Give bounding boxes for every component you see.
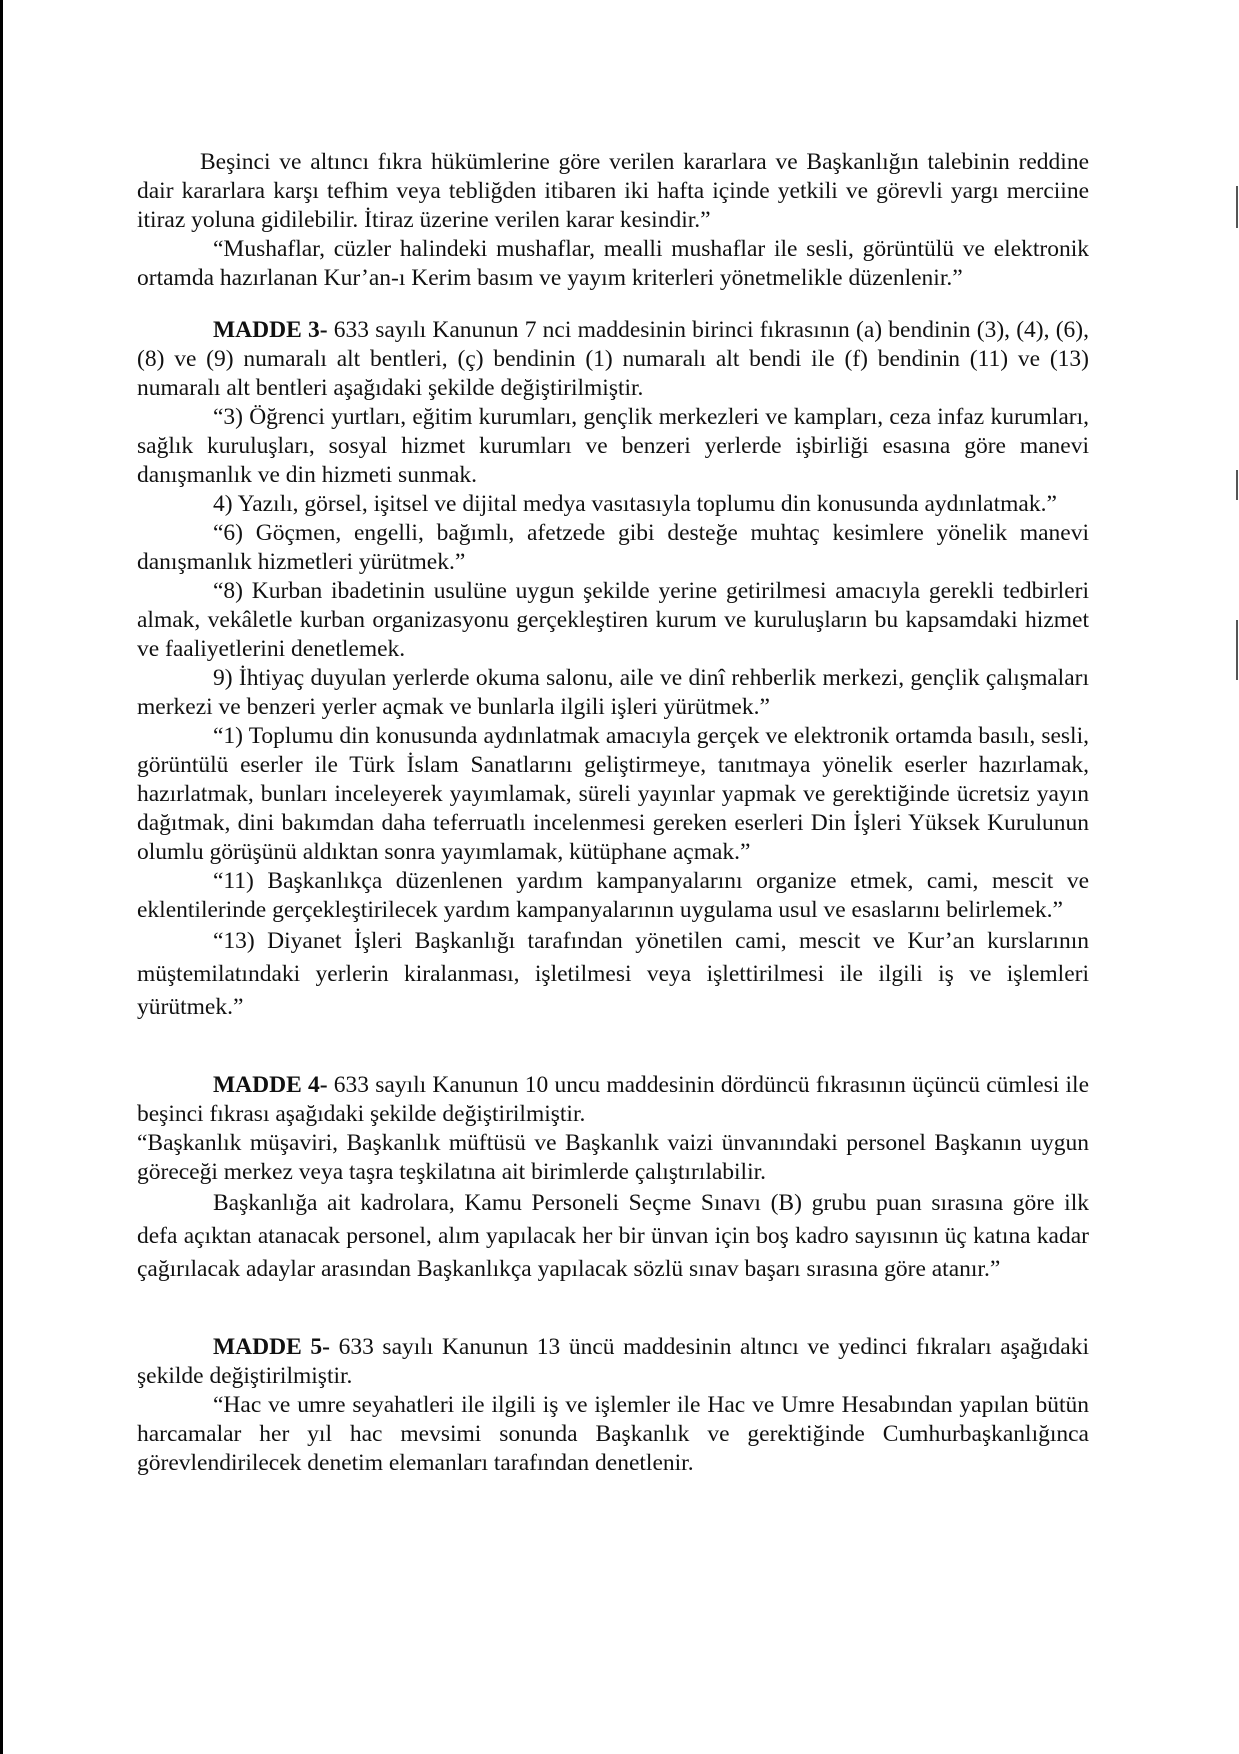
scan-border-line xyxy=(0,0,3,1754)
madde-5-paragraph: MADDE 5- 633 sayılı Kanunun 13 üncü maddesinin altıncı ve yedinci fıkraları aşağıdaki şekilde değiştirilmiştir. xyxy=(137,1334,1089,1389)
article-heading: MADDE 4- xyxy=(213,1072,328,1098)
paragraph: “Başkanlık müşaviri, Başkanlık müftüsü ve Başkanlık vaizi ünvanındaki personel Başkanın uygun göreceği merkez veya taşra teşkilatına ait birimlerde çalıştırılabilir. xyxy=(137,1130,1089,1185)
scan-mark xyxy=(1236,186,1238,228)
madde-3-paragraph: MADDE 3- 633 sayılı Kanunun 7 nci maddesinin birinci fıkrasının (a) bendinin (3), (4), (6), (8) ve (9) numaralı alt bentleri, (ç) bendinin (1) numaralı alt bendi ile (f) bendinin (11) ve (13) numaralı alt bentleri aşağıdaki şekilde değiştirilmiştir. xyxy=(137,317,1089,401)
madde-4-paragraph: MADDE 4- 633 sayılı Kanunun 10 uncu maddesinin dördüncü fıkrasının üçüncü cümlesi ile beşinci fıkrası aşağıdaki şekilde değiştirilmiştir. xyxy=(137,1072,1089,1127)
paragraph: “13) Diyanet İşleri Başkanlığı tarafından yönetilen cami, mescit ve Kur’an kurslarının müştemilatındaki yerlerin kiralanması, işletilmesi veya işlettirilmesi ile ilgili iş ve işlemleri yürütmek.” xyxy=(137,928,1089,1020)
document-body xyxy=(137,148,1089,1478)
scan-mark xyxy=(1236,470,1238,500)
paragraph: Beşinci ve altıncı fıkra hükümlerine göre verilen kararlara ve Başkanlığın talebinin reddine dair kararlara karşı tefhim veya tebliğden itibaren iki hafta içinde yetkili ve görevli yargı merciine itiraz yoluna gidilebilir. İtiraz üzerine verilen karar kesindir.” xyxy=(137,149,1089,233)
paragraph: Başkanlığa ait kadrolara, Kamu Personeli Seçme Sınavı (B) grubu puan sırasına göre ilk defa açıktan atanacak personel, alım yapılacak her bir ünvan için boş kadro sayısının üç katına kadar çağırılacak adaylar arasından Başkanlıkça yapılacak sözlü sınav başarı sırasına göre atanır.” xyxy=(137,1190,1089,1282)
paragraph: “8) Kurban ibadetinin usulüne uygun şekilde yerine getirilmesi amacıyla gerekli tedbirleri almak, vekâletle kurban organizasyonu gerçekleştiren kurum ve kuruluşların bu kapsamdaki hizmet ve faaliyetlerini denetlemek. xyxy=(137,578,1089,662)
paragraph: “1) Toplumu din konusunda aydınlatmak amacıyla gerçek ve elektronik ortamda basılı, sesli, görüntülü eserler ile Türk İslam Sanatlarını geliştirmeye, tanıtmaya yönelik eserler hazırlamak, hazırlatmak, bunları inceleyerek yayımlamak, süreli yayınlar yapmak ve gerektiğinde ücretsiz yayın dağıtmak, dini bakımdan daha teferruatlı incelenmesi gereken eserleri Din İşleri Yüksek Kurulunun olumlu görüşünü aldıktan sonra yayımlamak, kütüphane açmak.” xyxy=(137,723,1089,865)
article-heading: MADDE 3- xyxy=(213,317,328,343)
paragraph: “Mushaflar, cüzler halindeki mushaflar, mealli mushaflar ile sesli, görüntülü ve elektronik ortamda hazırlanan Kur’an-ı Kerim basım ve yayım kriterleri yönetmelikle düzenlenir.” xyxy=(137,236,1089,291)
paragraph: “3) Öğrenci yurtları, eğitim kurumları, gençlik merkezleri ve kampları, ceza infaz kurumları, sağlık kuruluşları, sosyal hizmet kurumları ve benzeri yerlerde işbirliği esasına göre manevi danışmanlık ve din hizmeti sunmak. xyxy=(137,404,1089,488)
scan-mark xyxy=(1236,620,1238,680)
paragraph: 4) Yazılı, görsel, işitsel ve dijital medya vasıtasıyla toplumu din konusunda aydınlatmak.” xyxy=(213,491,1057,517)
paragraph: 9) İhtiyaç duyulan yerlerde okuma salonu, aile ve dinî rehberlik merkezi, gençlik çalışmaları merkezi ve benzeri yerler açmak ve bunlarla ilgili işleri yürütmek.” xyxy=(137,665,1089,720)
paragraph: “6) Göçmen, engelli, bağımlı, afetzede gibi desteğe muhtaç kesimlere yönelik manevi danışmanlık hizmetleri yürütmek.” xyxy=(137,520,1089,575)
paragraph: “11) Başkanlıkça düzenlenen yardım kampanyalarını organize etmek, cami, mescit ve eklentilerinde gerçekleştirilecek yardım kampanyalarının uygulama usul ve esaslarını belirlemek.” xyxy=(137,868,1089,923)
article-heading: MADDE 5- xyxy=(213,1334,330,1360)
paragraph: “Hac ve umre seyahatleri ile ilgili iş ve işlemler ile Hac ve Umre Hesabından yapılan bütün harcamalar her yıl hac mevsimi sonunda Başkanlık ve gerektiğinde Cumhurbaşkanlığınca görevlendirilecek denetim elemanları tarafından denetlenir. xyxy=(137,1392,1089,1476)
